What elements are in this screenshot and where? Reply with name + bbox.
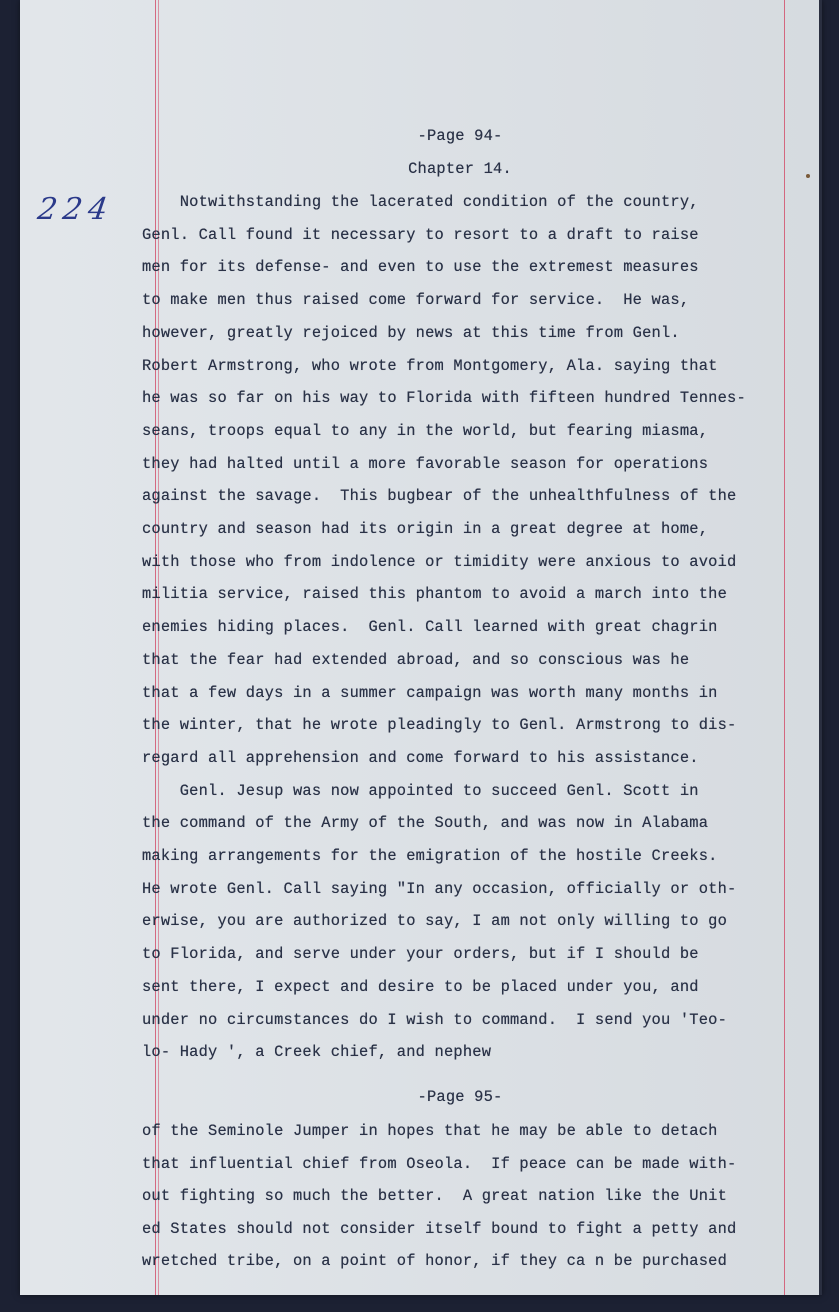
text-line: seans, troops equal to any in the world, but fearing miasma, (142, 421, 709, 440)
page-header: -Page 94- (417, 127, 503, 145)
text-line: Notwithstanding the lacerated condition of the country, (142, 193, 699, 211)
handwritten-page-number: 224 (35, 192, 116, 227)
text-line: Genl. Jesup was now appointed to succeed Genl. Scott in (142, 781, 699, 800)
text-line: out fighting so much the better. A great nation like the Unit (142, 1187, 728, 1205)
text-line: to make men thus raised come forward for service. He was, (142, 291, 690, 310)
paper-spot (806, 174, 810, 178)
text-line: He wrote Genl. Call saying "In any occasion, officially or oth- (142, 879, 737, 898)
chapter-title: Chapter 14. (408, 160, 512, 178)
text-line: militia service, raised this phantom to avoid a march into the (142, 585, 728, 604)
text-line: ed States should not consider itself bound to fight a petty and (142, 1219, 737, 1238)
text-line: Genl. Call found it necessary to resort to a draft to raise (142, 225, 699, 244)
text-line: they had halted until a more favorable season for operations (142, 454, 709, 473)
text-line: he was so far on his way to Florida with fifteen hundred Tennes- (142, 389, 746, 408)
text-line: of the Seminole Jumper in hopes that he may be able to detach (142, 1122, 718, 1140)
text-line: to Florida, and serve under your orders, but if I should be (142, 945, 699, 964)
text-line: that influential chief from Oseola. If peace can be made with- (142, 1154, 737, 1173)
text-line: against the savage. This bugbear of the unhealthfulness of the (142, 487, 737, 506)
page-header: -Page 95- (417, 1088, 503, 1106)
text-line: sent there, I expect and desire to be placed under you, and (142, 977, 699, 996)
text-line: that the fear had extended abroad, and so conscious was he (142, 650, 690, 669)
text-line: making arrangements for the emigration of the hostile Creeks. (142, 847, 718, 865)
text-line: under no circumstances do I wish to command. I send you 'Teo- (142, 1010, 728, 1029)
text-line: the command of the Army of the South, and was now in Alabama (142, 814, 709, 833)
text-line: enemies hiding places. Genl. Call learned with great chagrin (142, 618, 718, 637)
text-line: with those who from indolence or timidity were anxious to avoid (142, 552, 737, 571)
text-line: the winter, that he wrote pleadingly to Genl. Armstrong to dis- (142, 716, 737, 735)
text-line: regard all apprehension and come forward to his assistance. (142, 748, 699, 767)
text-line: wretched tribe, on a point of honor, if they ca n be purchased (142, 1252, 728, 1270)
right-margin-rule (784, 0, 785, 1295)
text-line: that a few days in a summer campaign was worth many months in (142, 683, 718, 702)
text-line: Robert Armstrong, who wrote from Montgomery, Ala. saying that (142, 356, 718, 375)
text-line: country and season had its origin in a great degree at home, (142, 520, 709, 538)
text-line: erwise, you are authorized to say, I am not only willing to go (142, 912, 728, 931)
text-line: however, greatly rejoiced by news at this time from Genl. (142, 323, 680, 342)
text-line: lo- Hady ', a Creek chief, and nephew (142, 1043, 492, 1062)
text-line: men for its defense- and even to use the extremest measures (142, 258, 699, 277)
page-edge (819, 0, 822, 1295)
